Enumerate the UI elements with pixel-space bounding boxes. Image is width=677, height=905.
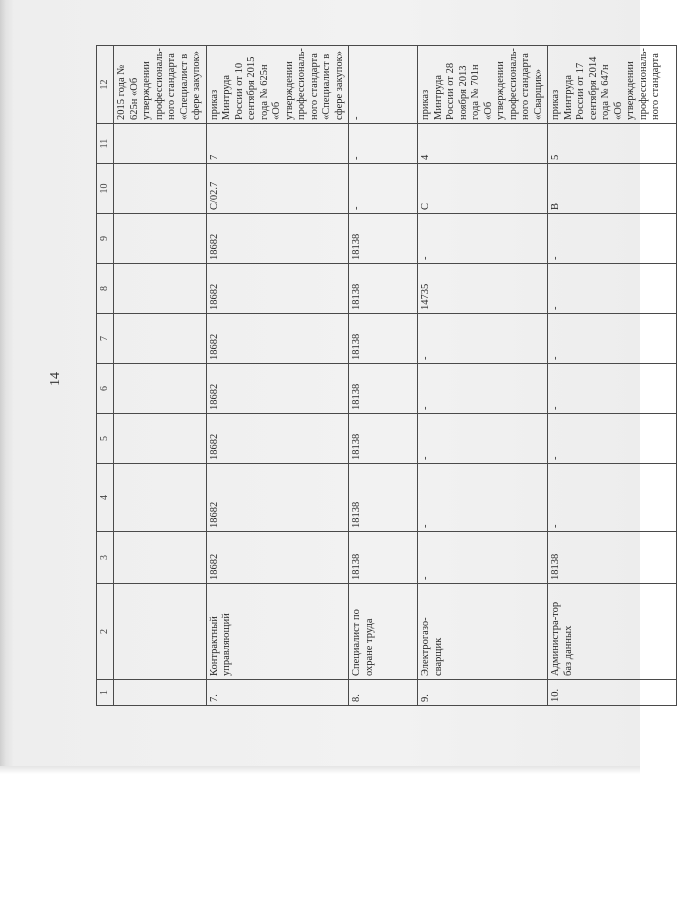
cell-value: 18682: [206, 264, 349, 314]
cell-value: 18138: [548, 532, 677, 584]
cell-value: 18682: [206, 464, 349, 532]
cell-code: В: [548, 164, 677, 214]
cell-document: приказ Минтруда России от 28 ноября 2013 года № 701н «Об утверждении профессиональ-ного стандарта «Сварщик»: [418, 46, 548, 124]
cell-value: -: [418, 364, 548, 414]
header-cell: 11: [97, 124, 114, 164]
table-row-7: [206, 46, 349, 706]
header-cell: 7: [97, 314, 114, 364]
cell-document: 2015 года № 625н «Об утверждении профессиональ-ного стандарта «Специалист в сфере закупок»: [114, 46, 207, 124]
header-cell: 9: [97, 214, 114, 264]
cell-position: Администра-тор баз данных: [548, 584, 677, 680]
cell-value: [114, 364, 207, 414]
cell-value: [114, 264, 207, 314]
cell-number: 8.: [349, 680, 418, 706]
cell-value: 18138: [349, 532, 418, 584]
cell-value: [114, 314, 207, 364]
cell-value: [114, 214, 207, 264]
table-header-row: [97, 46, 114, 706]
cell-code: [114, 164, 207, 214]
cell-value: 18682: [206, 414, 349, 464]
cell-document: приказ Минтруда России от 17 сентября 2014 года № 647н «Об утверждении профессиональ-ного стандарта: [548, 46, 677, 124]
cell-value: 18138: [349, 214, 418, 264]
header-cell: 5: [97, 414, 114, 464]
cell-value: [114, 464, 207, 532]
header-cell: 10: [97, 164, 114, 214]
cell-number: 10.: [548, 680, 677, 706]
cell-number: [114, 680, 207, 706]
cell-value: 18138: [349, 264, 418, 314]
cell-level: 4: [418, 124, 548, 164]
cell-value: -: [418, 314, 548, 364]
cell-value: 18682: [206, 214, 349, 264]
cell-position: Специалист по охране труда: [349, 584, 418, 680]
table-row-10: [548, 46, 677, 706]
cell-value: 18682: [206, 364, 349, 414]
cell-level: [114, 124, 207, 164]
cell-document: приказ Минтруда России от 10 сентября 2015 года № 625н «Об утверждении профессиональ-ного стандарта «Специалист в сфере закупок»: [206, 46, 349, 124]
cell-value: 18682: [206, 532, 349, 584]
cell-value: -: [548, 264, 677, 314]
cell-value: -: [548, 464, 677, 532]
cell-value: -: [418, 414, 548, 464]
salary-table: [96, 45, 677, 706]
cell-value: -: [418, 464, 548, 532]
cell-value: -: [548, 314, 677, 364]
cell-value: 18138: [349, 314, 418, 364]
cell-position: [114, 584, 207, 680]
table-row-9: [418, 46, 548, 706]
cell-value: [114, 532, 207, 584]
cell-code: -: [349, 164, 418, 214]
cell-value: 18138: [349, 414, 418, 464]
header-cell: 8: [97, 264, 114, 314]
cell-value: -: [548, 214, 677, 264]
header-cell: 6: [97, 364, 114, 414]
cell-level: 5: [548, 124, 677, 164]
cell-number: 7.: [206, 680, 349, 706]
cell-number: 9.: [418, 680, 548, 706]
cell-value: 18682: [206, 314, 349, 364]
table-row-8: [349, 46, 418, 706]
header-cell: 1: [97, 680, 114, 706]
cell-value: -: [548, 364, 677, 414]
cell-value: -: [418, 532, 548, 584]
cell-value: 18138: [349, 364, 418, 414]
scan-edge: [0, 766, 640, 774]
cell-position: Электрогазо-сварщик: [418, 584, 548, 680]
cell-document: -: [349, 46, 418, 124]
rotated-table-wrapper: [96, 46, 661, 706]
cell-value: 14735: [418, 264, 548, 314]
page-number: 14: [48, 372, 63, 386]
cell-value: -: [418, 214, 548, 264]
header-cell: 2: [97, 584, 114, 680]
cell-value: -: [548, 414, 677, 464]
header-cell: 12: [97, 46, 114, 124]
cell-value: [114, 414, 207, 464]
cell-position: Контрактный управляющий: [206, 584, 349, 680]
header-cell: 4: [97, 464, 114, 532]
table-row-continuation: [114, 46, 207, 706]
cell-code: С: [418, 164, 548, 214]
cell-level: -: [349, 124, 418, 164]
cell-code: С/02.7: [206, 164, 349, 214]
header-cell: 3: [97, 532, 114, 584]
cell-value: 18138: [349, 464, 418, 532]
cell-level: 7: [206, 124, 349, 164]
